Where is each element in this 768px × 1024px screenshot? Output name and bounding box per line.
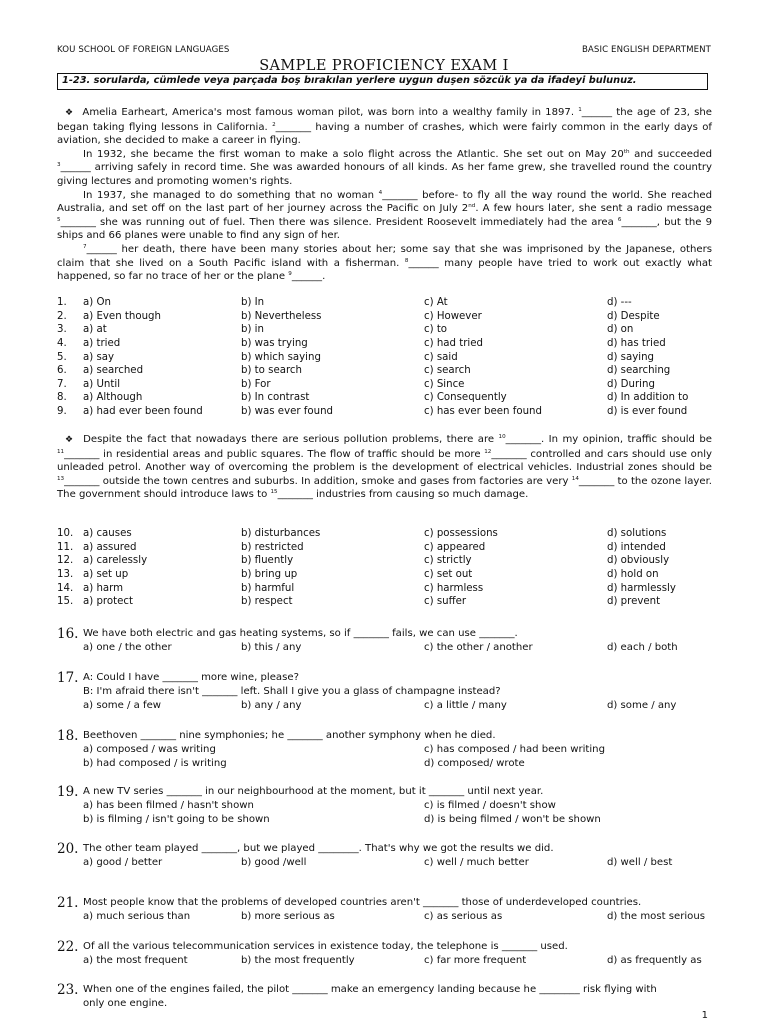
blank-number: 3 xyxy=(57,162,61,169)
option-row xyxy=(57,581,717,595)
question-number: 15. xyxy=(57,596,74,608)
option-a[interactable]: a) Although xyxy=(83,392,143,404)
options-table-1 xyxy=(57,296,717,418)
blank-number: 2 xyxy=(272,121,276,128)
option-d[interactable]: d) well / best xyxy=(607,857,673,868)
blank-number: 8 xyxy=(404,257,409,264)
option-b[interactable]: b) which saying xyxy=(241,351,321,363)
option-c[interactable]: c) set out xyxy=(424,569,473,581)
blank-number: 7 xyxy=(83,243,87,250)
option-d[interactable]: d) intended xyxy=(607,541,666,553)
blank-number: 10 xyxy=(498,434,506,440)
option-row xyxy=(57,350,717,364)
question-stem: Most people know that the problems of developed countries aren't _______ those of underdeveloped countries. xyxy=(83,897,642,908)
bullet-icon: ❖ xyxy=(65,108,75,118)
option-b[interactable]: b) bring up xyxy=(241,569,298,581)
blank-number: 12 xyxy=(484,448,492,455)
option-d[interactable]: d) hold on xyxy=(607,569,659,581)
option-c[interactable]: c) has composed / had been writing xyxy=(424,744,605,755)
option-c[interactable]: c) well / much better xyxy=(424,857,529,868)
question-number: 17. xyxy=(57,670,79,686)
question-stem: The other team played _______, but we played ________. That's why we got the results we did. xyxy=(83,843,554,854)
page-number: 1 xyxy=(701,1010,708,1021)
option-b[interactable]: b) was ever found xyxy=(241,406,333,418)
option-a[interactable]: a) has been filmed / hasn't shown xyxy=(83,800,254,811)
option-row xyxy=(57,364,717,378)
option-a[interactable]: a) tried xyxy=(83,338,121,350)
option-row xyxy=(57,527,717,541)
option-b[interactable]: b) in xyxy=(241,324,264,336)
question-number: 12. xyxy=(57,555,74,567)
passage-text: Amelia Earheart, America's most famous woman pilot, was born into a wealthy family in 1897. xyxy=(82,107,575,118)
passage-text: _______, but the 9 ships and 66 planes were unable to find any sign of her. xyxy=(57,216,712,242)
option-d[interactable]: d) --- xyxy=(607,297,632,309)
option-a[interactable]: a) some / a few xyxy=(83,699,162,711)
exam-title: SAMPLE PROFICIENCY EXAM I xyxy=(259,58,509,74)
option-a[interactable]: a) protect xyxy=(83,596,133,608)
passage-text: and succeeded xyxy=(629,148,713,160)
option-b[interactable]: b) to search xyxy=(241,365,302,377)
option-b[interactable]: b) was trying xyxy=(241,338,308,350)
option-row xyxy=(57,378,717,392)
option-c[interactable]: c) far more frequent xyxy=(424,955,527,966)
options-table-2 xyxy=(57,527,717,609)
question-number: 4. xyxy=(57,338,67,350)
option-c[interactable]: c) Since xyxy=(424,378,465,390)
passage-text: _______ controlled and cars should use only unleaded petrol. Another way of overcoming the problem is the development of electrical vehicles. Industrial zones should be xyxy=(57,448,712,474)
question-stem: A new TV series _______ in our neighbourhood at the moment, but it _______ until next year. xyxy=(83,786,544,797)
option-a[interactable]: a) harm xyxy=(83,582,124,594)
option-a[interactable]: a) good / better xyxy=(83,857,163,868)
option-d[interactable]: d) the most serious xyxy=(607,911,706,922)
option-c[interactable]: c) However xyxy=(424,310,482,322)
option-b[interactable]: b) Nevertheless xyxy=(241,310,322,322)
question-number: 11. xyxy=(57,541,74,553)
option-c[interactable]: c) the other / another xyxy=(424,642,533,653)
option-a[interactable]: a) composed / was writing xyxy=(83,744,216,755)
option-c[interactable]: c) a little / many xyxy=(424,699,507,711)
option-a[interactable]: a) assured xyxy=(83,541,137,553)
passage-text: _______ outside the town centres and suburbs. In addition, smoke and gases from factories are very xyxy=(64,475,572,487)
option-row xyxy=(57,554,717,568)
question-number: 21. xyxy=(57,895,79,911)
question-number: 19. xyxy=(57,784,79,800)
option-b[interactable]: b) this / any xyxy=(241,642,302,653)
passage-text: In 1937, she managed to do something that no woman xyxy=(83,189,379,201)
blank-number: 13 xyxy=(57,475,65,482)
question-number: 20. xyxy=(57,841,79,857)
blank-number: 5 xyxy=(57,216,61,223)
question-number: 23. xyxy=(57,982,79,998)
passage-text: ______. xyxy=(291,271,326,283)
passage-text: ______ many people have tried to work out exactly what happened, so far no trace of her or the plane xyxy=(57,257,712,283)
option-row xyxy=(57,296,717,310)
option-b[interactable]: b) good /well xyxy=(241,857,307,868)
passage-text: _______ in residential areas and public squares. The flow of traffic should be more xyxy=(64,448,485,460)
passage-text: _______ industries from causing so much damage. xyxy=(277,489,529,501)
option-a[interactable]: a) one / the other xyxy=(83,642,172,653)
question-stem: Of all the various telecommunication services in existence today, the telephone is _______ used. xyxy=(83,941,568,952)
option-c[interactable]: c) possessions xyxy=(424,528,498,540)
option-d[interactable]: d) During xyxy=(607,378,655,390)
option-b[interactable]: b) In xyxy=(241,297,265,309)
option-d[interactable]: d) harmlessly xyxy=(607,582,676,594)
option-b[interactable]: b) restricted xyxy=(241,541,304,553)
option-row xyxy=(57,568,717,582)
option-row xyxy=(57,323,717,337)
passage-1 xyxy=(57,106,712,284)
question-20 xyxy=(57,841,717,871)
question-number: 18. xyxy=(57,728,79,744)
passage-text: _______ to the ozone layer. The government should introduce laws to xyxy=(57,475,712,501)
option-d[interactable]: d) In addition to xyxy=(607,392,689,404)
question-18 xyxy=(57,728,717,771)
question-stem: Beethoven _______ nine symphonies; he _______ another symphony when he died. xyxy=(83,730,496,741)
question-number: 3. xyxy=(57,324,67,336)
question-number: 1. xyxy=(57,297,67,309)
question-number: 22. xyxy=(57,939,79,955)
option-a[interactable]: a) Until xyxy=(83,378,121,390)
option-a[interactable]: a) say xyxy=(83,351,115,363)
option-b[interactable]: b) the most frequently xyxy=(241,955,355,966)
question-stem: A: Could I have _______ more wine, please? xyxy=(83,672,299,683)
option-d[interactable]: d) as frequently as xyxy=(607,955,702,966)
option-d[interactable]: d) solutions xyxy=(607,528,667,540)
question-number: 14. xyxy=(57,582,74,594)
option-d[interactable]: d) obviously xyxy=(607,555,670,567)
option-c[interactable]: c) has ever been found xyxy=(424,406,542,418)
option-b[interactable]: b) is filming / isn't going to be shown xyxy=(83,813,270,825)
department-name: BASIC ENGLISH DEPARTMENT xyxy=(581,45,711,55)
passage-text: In 1932, she became the first woman to make a solo flight across the Atlantic. She set out on May 20 xyxy=(83,148,624,160)
question-number: 6. xyxy=(57,365,67,377)
question-stem: We have both electric and gas heating systems, so if _______ fails, we can use _______. xyxy=(83,628,518,639)
question-number: 16. xyxy=(57,626,79,642)
option-c[interactable]: c) had tried xyxy=(424,338,483,350)
blank-number: 11 xyxy=(57,448,65,455)
option-row xyxy=(57,595,717,609)
ordinal-suffix: nd xyxy=(468,203,476,210)
option-c[interactable]: c) search xyxy=(424,365,471,377)
question-number: 7. xyxy=(57,378,67,390)
option-c[interactable]: c) harmless xyxy=(424,582,484,594)
option-c[interactable]: c) is filmed / doesn't show xyxy=(424,800,556,811)
question-23 xyxy=(57,982,717,1012)
blank-number: 4 xyxy=(378,189,383,196)
option-c[interactable]: c) said xyxy=(424,351,458,363)
option-a[interactable]: a) had ever been found xyxy=(83,406,203,418)
passage-text: . A few hours later, she sent a radio message xyxy=(475,203,712,215)
option-c[interactable]: c) appeared xyxy=(424,541,486,553)
question-22 xyxy=(57,939,717,969)
blank-number: 1 xyxy=(578,107,582,113)
option-b[interactable]: b) respect xyxy=(241,596,293,608)
option-c[interactable]: c) suffer xyxy=(424,596,467,608)
option-a[interactable]: a) set up xyxy=(83,569,129,581)
question-17 xyxy=(57,670,717,713)
question-stem-line-2: B: I'm afraid there isn't _______ left. Shall I give you a glass of champagne instead? xyxy=(83,686,501,697)
option-d[interactable]: d) has tried xyxy=(607,338,666,350)
question-stem-line-2: only one engine. xyxy=(83,998,168,1009)
passage-text: _______. In my opinion, traffic should be xyxy=(505,434,712,445)
option-b[interactable]: b) harmful xyxy=(241,582,295,594)
option-d[interactable]: d) saying xyxy=(607,351,655,363)
blank-number: 9 xyxy=(288,271,292,278)
option-c[interactable]: c) Consequently xyxy=(424,392,507,404)
option-d[interactable]: d) is ever found xyxy=(607,406,688,418)
option-a[interactable]: a) the most frequent xyxy=(83,955,188,966)
option-c[interactable]: c) to xyxy=(424,324,448,336)
passage-text: Despite the fact that nowadays there are serious pollution problems, there are xyxy=(83,434,499,445)
question-number: 8. xyxy=(57,392,67,404)
option-row xyxy=(57,337,717,351)
option-a[interactable]: a) causes xyxy=(83,528,132,540)
question-number: 9. xyxy=(57,406,67,418)
option-a[interactable]: a) On xyxy=(83,297,111,309)
ordinal-suffix: th xyxy=(623,148,630,155)
question-16 xyxy=(57,626,717,656)
option-d[interactable]: d) some / any xyxy=(607,699,677,711)
option-d[interactable]: d) is being filmed / won't be shown xyxy=(424,813,601,825)
option-d[interactable]: d) on xyxy=(607,324,634,336)
bullet-icon: ❖ xyxy=(65,435,75,445)
passage-text: _______ before- to fly all the way round the world. She reached Australia, and set off on the last part of her journey across the Pacific on July 2 xyxy=(57,189,713,215)
question-21 xyxy=(57,895,717,925)
blank-number: 6 xyxy=(617,216,622,223)
option-a[interactable]: a) at xyxy=(83,324,107,336)
option-b[interactable]: b) fluently xyxy=(241,555,294,567)
question-number: 2. xyxy=(57,310,67,322)
option-row xyxy=(57,310,717,324)
school-name: KOU SCHOOL OF FOREIGN LANGUAGES xyxy=(57,45,230,55)
option-d[interactable]: d) composed/ wrote xyxy=(424,757,525,769)
question-number: 10. xyxy=(57,528,74,540)
passage-text: ______ the age of 23, she began taking flying lessons in California. xyxy=(57,107,712,133)
instruction-text: 1-23. sorularda, cümlede veya parçada boş bırakılan yerlere uygun duşen sözcük ya da ifadeyi bulunuz. xyxy=(62,75,637,86)
option-c[interactable]: c) as serious as xyxy=(424,911,503,922)
option-row xyxy=(57,405,717,419)
option-b[interactable]: b) any / any xyxy=(241,699,302,711)
passage-2 xyxy=(57,433,712,502)
blank-number: 14 xyxy=(571,475,579,482)
passage-text: _______ she was running out of fuel. Then there was silence. President Roosevelt immediately had the area xyxy=(60,216,618,228)
option-row xyxy=(57,541,717,555)
option-a[interactable]: a) searched xyxy=(83,365,144,377)
option-b[interactable]: b) more serious as xyxy=(241,911,335,922)
option-b[interactable]: b) had composed / is writing xyxy=(83,757,227,769)
option-b[interactable]: b) disturbances xyxy=(241,528,321,540)
option-d[interactable]: d) Despite xyxy=(607,310,660,322)
option-d[interactable]: d) prevent xyxy=(607,596,661,608)
option-c[interactable]: c) strictly xyxy=(424,555,472,567)
option-a[interactable]: a) much serious than xyxy=(83,911,191,922)
option-c[interactable]: c) At xyxy=(424,297,448,309)
option-d[interactable]: d) each / both xyxy=(607,642,678,653)
blank-number: 15 xyxy=(270,489,278,496)
option-row xyxy=(57,391,717,405)
passage-text: ______ her death, there have been many stories about her; some say that she was imprisoned by the Japanese, others claim that she lived on a South Pacific island with a fisherman. xyxy=(57,243,712,269)
option-a[interactable]: a) Even though xyxy=(83,310,161,322)
passage-text: _______ having a number of crashes, which were fairly common in the early days of aviation, she decided to make a career in flying. xyxy=(57,121,712,147)
option-d[interactable]: d) searching xyxy=(607,365,671,377)
question-stem: When one of the engines failed, the pilot _______ make an emergency landing because he ________ risk flying with xyxy=(83,984,657,995)
question-number: 13. xyxy=(57,569,74,581)
question-19 xyxy=(57,784,717,827)
passage-text: ______ arriving safely in record time. She was awarded honours of all kinds. As her fame grew, she travelled round the country giving lectures and promoting women's rights. xyxy=(57,162,712,187)
question-number: 5. xyxy=(57,351,67,363)
option-b[interactable]: b) For xyxy=(241,378,271,390)
instruction-box xyxy=(57,73,708,90)
option-a[interactable]: a) carelessly xyxy=(83,555,148,567)
option-b[interactable]: b) In contrast xyxy=(241,392,310,404)
